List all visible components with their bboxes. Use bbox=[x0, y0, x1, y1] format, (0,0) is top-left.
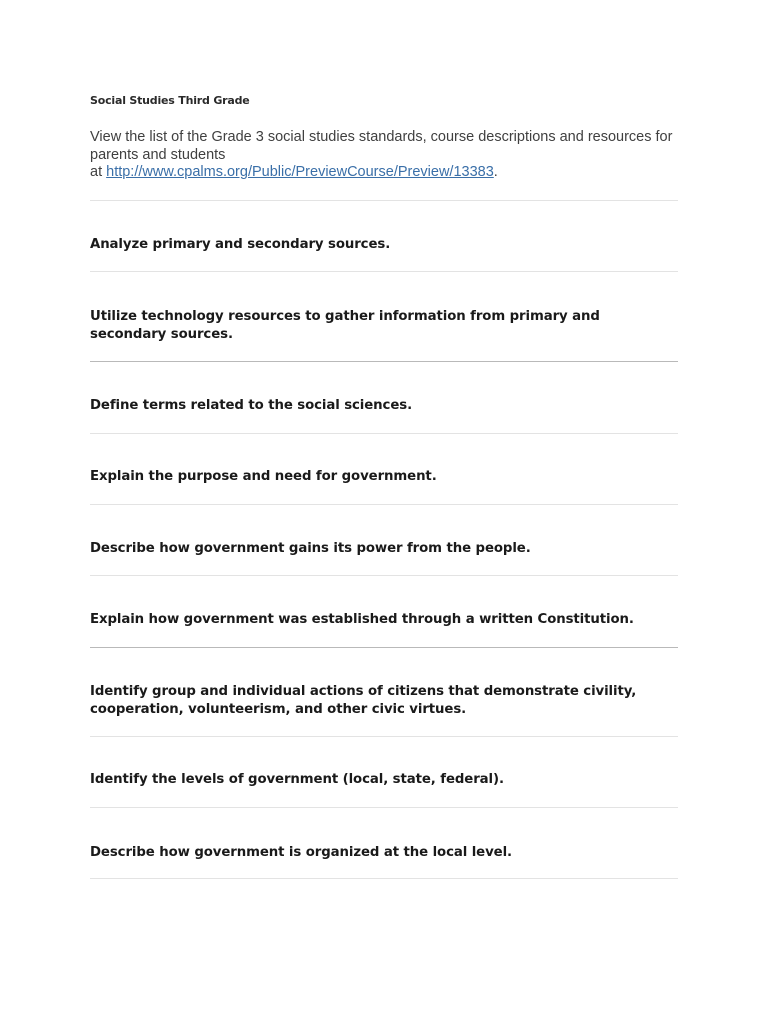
standard-item-7: Identify group and individual actions of citizens that demonstrate civility, cooperation, volunteerism, and other civic virtues. bbox=[90, 684, 637, 717]
intro-at-word: at bbox=[90, 164, 107, 180]
intro-period: . bbox=[493, 164, 498, 180]
divider bbox=[90, 647, 678, 648]
standard-item-6: Explain how government was established through a written Constitution. bbox=[90, 612, 634, 627]
standard-item-3: Define terms related to the social sciences. bbox=[90, 398, 413, 413]
standard-item-8: Identify the levels of government (local, state, federal). bbox=[90, 772, 504, 787]
divider bbox=[90, 361, 678, 362]
divider bbox=[90, 504, 678, 505]
divider bbox=[90, 736, 678, 737]
document-title: Social Studies Third Grade bbox=[90, 94, 250, 107]
standard-item-1: Analyze primary and secondary sources. bbox=[90, 237, 391, 252]
intro-text: View the list of the Grade 3 social studies standards, course descriptions and resources for parents and students bbox=[90, 129, 673, 163]
intro-paragraph bbox=[90, 129, 690, 182]
standard-item-9: Describe how government is organized at the local level. bbox=[90, 845, 512, 860]
divider bbox=[90, 200, 678, 201]
divider bbox=[90, 433, 678, 434]
divider bbox=[90, 878, 678, 879]
standard-item-4: Explain the purpose and need for government. bbox=[90, 469, 437, 484]
divider bbox=[90, 271, 678, 272]
standard-item-5: Describe how government gains its power from the people. bbox=[90, 541, 531, 556]
divider bbox=[90, 575, 678, 576]
divider bbox=[90, 807, 678, 808]
cpalms-link[interactable]: http://www.cpalms.org/Public/PreviewCourse/Preview/13383 bbox=[106, 164, 494, 180]
standard-item-2: Utilize technology resources to gather information from primary and secondary sources. bbox=[90, 309, 600, 342]
